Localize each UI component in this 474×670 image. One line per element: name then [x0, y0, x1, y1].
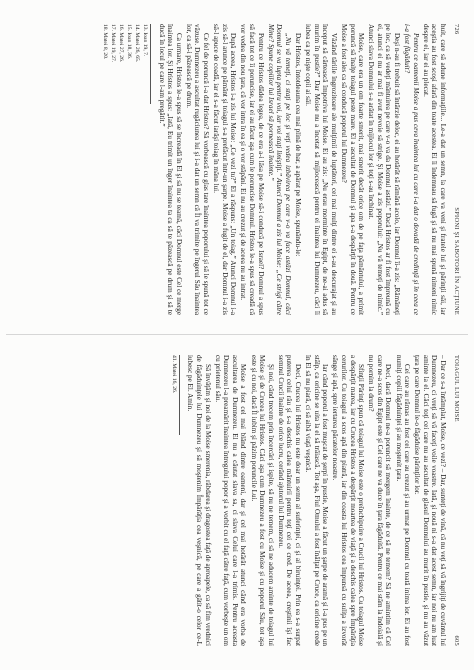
- left-paragraph: Moise, care era un om foarte smerit, mai smerit decât orice om de pe faţa pământului, a primit poruncă să înalţe toiagul peste mare. El a ascultat de Domnul şi apa s-a despărţit în două. Pentru ce Moise a fost ales ca să conducă poporul lui Dumnezeu?: [339, 24, 366, 315]
- footnote: 16. Matei 27, 26.: [117, 24, 124, 63]
- footnote: 13. Ioan 19, 7.: [142, 24, 148, 57]
- right-paragraph: – Dar ce s-a întâmplat, Moise, ce vezi? – Dar, sunteţi de vină, că nu veţi să vă îngrijiţi de cuvântul lui Dumnezeu, ci vreţi să vă faceţi voile voastre. Iată, şi nouă ni s-a dat acest semn, iar noi nu am luat aminte la el. Căci toţi cei care nu au ascultat de glasul Domnului au murit în pustie, şi nu au văzut ţara pe care Domnul le-o făgăduise părinţilor lor.: [413, 355, 447, 646]
- right-paragraph: Şi noi, când trecem prin încercări şi ispite, să nu ne temem, ci să ne aducem aminte de toiagul lui Moise şi de Crucea lui Hristos. Căci aşa cum Dumnezeu a fost cu Moise şi cu poporul Său, tot aşa este şi cu noi, dacă Îl iubim şi păzim poruncile Lui.: [249, 355, 275, 646]
- right-paragraph: Cei care au rămas au fost cei care au crezut şi au urmat pe Domnul cu toată inima lor. Ei au fost numiţi copiii făgăduinţei şi au moştenit ţara.: [394, 355, 412, 646]
- right-paragraph: Sfinţii Părinţi spun că toiagul lui Moise este o preînchipuire a Crucii lui Hristos. Cu toiagul Moise a despărţit marea, iar cu Crucea Hristos a despărţit moartea de viaţă şi a deschis calea spre Împărăţia cerurilor. Cu toiagul a scos apă din piatră, iar din coasta lui Hristos cea împunsă cu suliţa a izvorât sânge şi apă, spre iertarea păcatelor noastre.: [331, 355, 366, 646]
- left-paragraph: „Nu vă temeţi, ci staţi pe loc şi veţi vedea izbăvirea pe care v-o va face astăzi Domnul, căci Domnul se va lupta pentru voi, iar voi staţi liniştiţi.” Atunci Domnul a zis lui Moise: „Ce strigi către Mine? Spune copiilor lui Israel să pornească înainte.”: [266, 24, 292, 315]
- right-running-head: [452, 355, 460, 646]
- left-page-title: SPIONI ŞI SABOTORI ÎN ACŢIUNE: [453, 207, 460, 315]
- left-running-head: [452, 24, 460, 315]
- left-paragraph: Deşi n-au fi trebuit să întârzie deloc, ei au hotărât să rămână acolo, iar Domnul îi-a zis: „Rămâneţi pe loc, ca să vedeţi mântuirea pe care v-o va da Domnul astăzi.” Dacă Hristos ar fi fost împreună cu ei, atunci ei nu ar mai fi avut nevoie să strige. Şi Moise a zis poporului: „Nu vă temeţi de nimic.” Atunci slava Domnului s-a arătat în mijlocul lor şi toţi s-au închinat.: [367, 24, 402, 315]
- left-paragraph: Ca urmare, Hristos le-a spus să se încreadă în El şi să nu se teamă, căci Domnul este Cel ce merge înaintea lor. Şi Hristos a spus: „Iată, Eu trimit un înger înaintea ta ca să te păzească pe drum şi să te ducă în locul pe care l-am pregătit.”: [157, 24, 183, 315]
- footnote: 17. Matei 19, 27.: [109, 24, 116, 63]
- right-paragraph: Deci, dacă Domnul ne-a poruncit să mergem înainte, de ce să ne temem? Să ne amintim că Cel care ne-a scos din Egipt este şi Cel care ne va duce în ţara făgăduită. Pentru ce mai stăm la îndoială şi nu pornim la drum?: [367, 355, 393, 646]
- left-paragraph: După aceea, Hristos i-a zis lui Moise: „Ce vezi tu?” El a răspuns: „Un toiag.” Atunci Domnul i-a zis să-l arunce pe pământ şi toiagul s-a prefăcut într-un şarpe. Moise a fugit de el, dar Domnul i-a zis să-l apuce de coadă, iar el s-a făcut iarăşi toiag în mâna lui.: [212, 24, 238, 315]
- right-paragraph: Deci, Crucea lui Hristos nu este doar un semn al suferinţei, ci şi al biruinţei. Prin ea s-a surpat puterea celui rău şi s-a deschis calea mântuirii pentru toţi cei ce cred. De aceea, creştinii îşi fac semnul Crucii înainte de orice lucru, cerând ajutorul lui Dumnezeu.: [276, 355, 302, 646]
- right-paragraph: Moise a fost cel mai blând dintre oameni, dar şi cel mai hotărât atunci când era vorba de ascultarea de Dumnezeu. El nu a căutat slava sa, ci slava Celui care l-a trimis. Pentru aceasta Dumnezeu l-a preamărit înaintea întregului popor şi a vorbit cu el faţă către faţă, cum vorbeşte un om cu prietenul său.: [213, 355, 248, 646]
- right-paragraph: Să învăţăm şi noi de la Moise smerenia, răbdarea şi dragostea faţă de aproapele, ca să fim vrednici de făgăduinţele lui Dumnezeu şi să moştenim Împărăţia cea veşnică, pe care a gătit-o celor ce-L iubesc pe El. Amin.: [186, 355, 212, 646]
- left-paragraph: Pentru ce oamenii Moise a pus ceva înaintea lui cu care i-a dat o dovadă de credinţă şi în ceea ce i-a fost făgăduit?: [403, 24, 420, 315]
- left-paragraph: huit, care să adune informaţiile... Le-a dat un semn, la care va veni şi fratele lui şi părinţii săi, iar aceştia au fost scoşi afară din toate acestea. Ei îi îndemnau să fugă şi să nu mai spună nimeni nimic despre ei, iar ei au plecat.: [421, 24, 447, 315]
- right-page-number: 605: [453, 635, 460, 646]
- left-footnotes: [101, 24, 151, 104]
- footnote: 14. Matei 26, 65.: [133, 24, 140, 63]
- left-paragraph: Pentru ce Hristos dădea legea, de ce era a-i lăsa pe Moise să-i conducă pe Israel? Domnul a spus să facă tot ce îi poruncise, iar ei au făcut aşa cum le poruncise Domnul. Hristos le-a spus să creadă că vor vedea din nou ţara, că vor intra în ea şi o vor stăpâni. Ei nu au crezut şi de aceea nu au intrat.: [239, 24, 265, 315]
- right-page-title: TOIAGUL LUI MOISE: [453, 355, 460, 422]
- right-paragraph: Iar când poporul a fost muşcat de şerpi în pustie, Moise a făcut un şarpe de aramă şi l-a pus pe un stâlp, ca oricine se uita la el să trăiască. Tot aşa, Fiul Omului a fost înălţat pe Cruce, ca oricine crede în El să nu piară, ci să aibă viaţă veşnică.: [304, 355, 330, 646]
- left-paragraph: Văzând tăriile îngrozitoare ale mulţimii de luptători, cei mai mulţi dintre ei s-au descurajat şi au început să cârtească împotriva lui Moise. Ei au zis: „Nu erau morminte în Egipt, de ne-ai adus să murim în pustie?” Dar Moise nu a încetat să mijlocească pentru ei înaintea lui Dumnezeu, căci îi iubea ca pe nişte copii ai săi.: [304, 24, 338, 315]
- left-paragraph: Dar Hristos, întotdeauna cea mai plină de har, a apărat pe Moise, spunându-le:: [294, 33, 302, 257]
- left-paragraph: Ce fel de poruncă i-a dat Hristos? Să vorbească cu glas tare înaintea poporului şi să le spună tot ce văzuse. Dumnezeu a ascultat rugăciunea lui şi i-a dat un semn că Îl va trimite pe îngerul Său înaintea lor, ca să-i păzească pe drum.: [184, 24, 211, 315]
- left-page-number: 726: [453, 24, 460, 35]
- right-page: [0, 335, 474, 670]
- footnote: 15. Ioan 18, 36.: [125, 24, 132, 60]
- footnote: 41. Matei 16, 26.: [170, 355, 177, 394]
- right-footnotes: [170, 355, 180, 435]
- footnote: 18. Matei 8, 20.: [101, 24, 108, 60]
